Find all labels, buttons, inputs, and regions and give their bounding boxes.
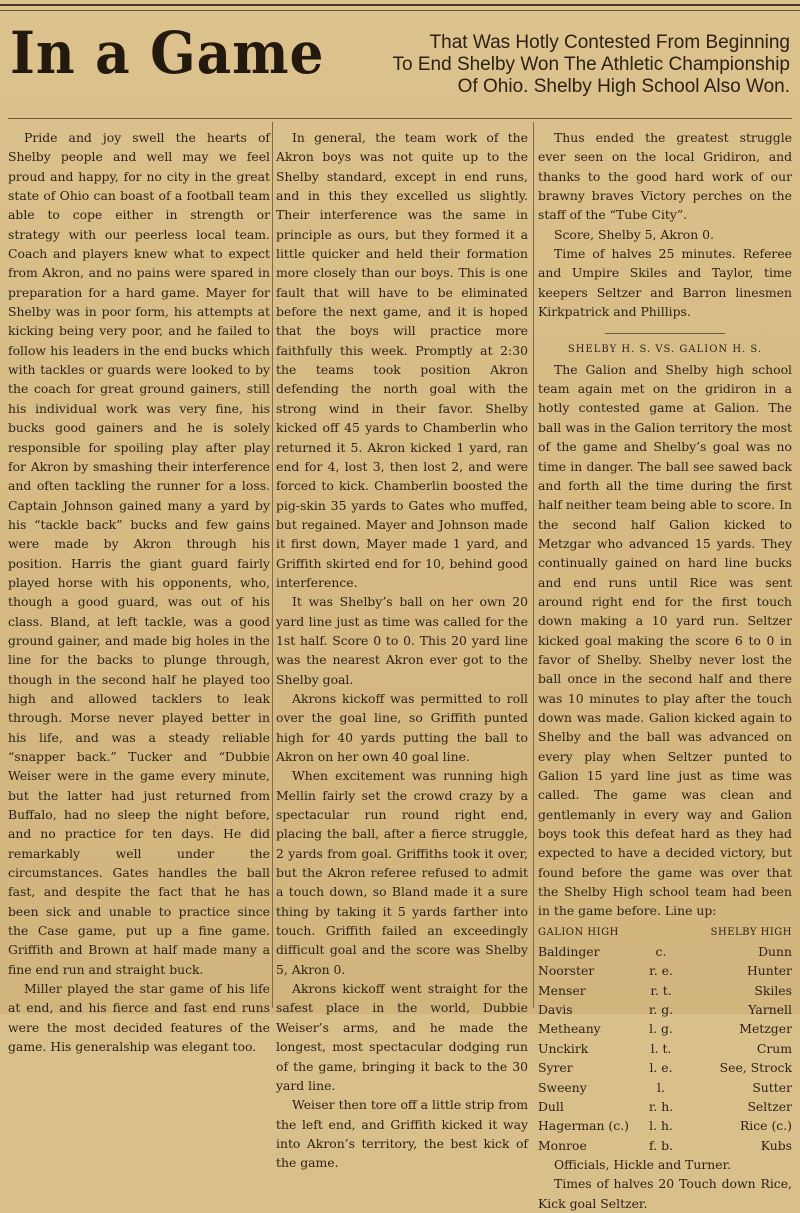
lineup-row xyxy=(538,1019,792,1038)
article-paragraph: When excitement was running high Mellin fairly set the crowd crazy by a spectacular run round right end, placing the ball, after a fierce struggle, 2 yards from goal. Griffiths took it over, but the Akron referee refused to admit a touch down, so Bland made it a sure thing by taking it 5 yards farther into touch. Griffith failed an exceedingly difficult goal and the score was Shelby 5, Akron 0. xyxy=(276,768,528,977)
shelby-player: Rice (c.) xyxy=(739,1118,792,1134)
shelby-player: Kubs xyxy=(760,1137,792,1153)
lineup-row xyxy=(538,1136,792,1155)
position: r. e. xyxy=(649,963,673,979)
lineup-rows xyxy=(538,942,792,1155)
lineup-header xyxy=(538,923,792,942)
deck-line-1: That Was Hotly Contested From Beginning xyxy=(429,32,790,53)
lineup-row xyxy=(538,1058,792,1077)
position: l. xyxy=(657,1079,665,1095)
galion-player: Dull xyxy=(538,1098,564,1114)
shelby-player: Hunter xyxy=(746,963,792,979)
deck-line-3: Of Ohio. Shelby High School Also Won. xyxy=(457,76,790,97)
officials-line: Officials, Hickle and Turner. xyxy=(554,1156,732,1172)
column-2 xyxy=(276,128,528,1173)
shelby-player: Yarnell xyxy=(748,1002,792,1018)
article-paragraph: In general, the team work of the Akron boys was not quite up to the Shelby standard, except in end runs, and in this they excelled us slightly. Their interference was the same in principle as ours, but they formed it a little quicker and held their formation more closely than our boys. This is one fault that will have to be eliminated before the next game, and it is hoped that the boys will practice more faithfully this week. Promptly at 2:30 the teams took position Akron defending the north goal with the strong wind in their favor. Shelby kicked off 45 yards to Chamberlin who returned it 5. Akron kicked 1 yard, ran end for 4, lost 3, then lost 2, and were forced to kick. Chamberlin boosted the pig-skin 35 yards to Gates who muffed, but regained. Mayer and Johnson made it first down, Mayer made 1 yard, and Griffith skirted end for 10, behind good interference. xyxy=(276,130,528,590)
position: c. xyxy=(655,944,667,960)
top-border-rule xyxy=(0,4,800,11)
position: l. h. xyxy=(649,1118,673,1134)
lineup-table xyxy=(538,923,792,1155)
position: f. b. xyxy=(649,1137,673,1153)
column-divider-2 xyxy=(533,122,534,1008)
lineup-row xyxy=(538,1097,792,1116)
article-paragraph: Akrons kickoff was permitted to roll over the goal line, so Griffith punted high for 40 yards putting the ball to Akron on her own 40 goal line. xyxy=(276,690,528,764)
galion-player: Hagerman (c.) xyxy=(538,1118,629,1134)
galion-player: Monroe xyxy=(538,1137,587,1153)
galion-player: Sweeny xyxy=(538,1079,587,1095)
lineup-row xyxy=(538,1116,792,1135)
lineup-row xyxy=(538,942,792,961)
headline-deck xyxy=(280,32,790,98)
shelby-player: Sutter xyxy=(752,1079,792,1095)
article-paragraph: Score, Shelby 5, Akron 0. xyxy=(554,226,714,242)
position: l. e. xyxy=(649,1060,673,1076)
lineup-row xyxy=(538,961,792,980)
closing-line: Times of halves 20 Touch down Rice, Kick goal Seltzer. xyxy=(538,1176,792,1211)
galion-player: Noorster xyxy=(538,963,595,979)
shelby-player: Crum xyxy=(756,1040,792,1056)
galion-player: Syrer xyxy=(538,1060,573,1076)
lineup-row xyxy=(538,1039,792,1058)
lineup-header-shelby: SHELBY HIGH xyxy=(710,926,792,938)
high-school-subhead: SHELBY H. S. VS. GALION H. S. xyxy=(567,344,763,356)
headline-rule xyxy=(8,118,792,119)
galion-player: Davis xyxy=(538,1002,573,1018)
shelby-player: Skiles xyxy=(754,982,792,998)
shelby-player: See, Strock xyxy=(719,1060,792,1076)
column-1 xyxy=(8,128,270,1057)
article-paragraph: It was Shelby’s ball on her own 20 yard line just as time was called for the 1st half. Score 0 to 0. This 20 yard line was the nearest Akron ever got to the Shelby goal. xyxy=(276,594,528,687)
position: l. g. xyxy=(649,1021,673,1037)
article-paragraph: Thus ended the greatest struggle ever seen on the local Gridiron, and thanks to the good hard work of our brawny braves Victory perches on the staff of the “Tube City”. xyxy=(538,130,792,223)
lineup-row xyxy=(538,1000,792,1019)
article-paragraph: Miller played the star game of his life at end, and his fierce and fast end runs were the most decided features of the game. His generalship was elegant too. xyxy=(8,981,270,1055)
position: l. t. xyxy=(650,1040,672,1056)
article-paragraph: Weiser then tore off a little strip from the left end, and Griffith kicked it way into Akron’s territory, the best kick of the game. xyxy=(276,1097,528,1171)
lineup-row xyxy=(538,981,792,1000)
high-school-paragraph: The Galion and Shelby high school team again met on the gridiron in a hotly contested game at Galion. The ball was in the Galion territory the most of the game and Shelby’s goal was no time in danger. The ball see sawed back and forth all the time during the first half neither team being able to score. In the second half Galion kicked to Metzgar who advanced 15 yards. They continually gained on hard line bucks and end runs until Rice was sent around right end for the first touch down making a 10 yard run. Seltzer kicked goal making the score 6 to 0 in favor of Shelby. Shelby never lost the ball once in the second half and there was 10 minutes to play after the touch down was made. Galion kicked again to Shelby and the ball was advanced on every play when Seltzer punted to Galion 15 yard line just as time was called. The game was clean and gentlemanly in every way and Galion boys took this defeat hard as they had expected to have a decided victory, but found before the game was over that the Shelby High school team had been in the game before. Line up: xyxy=(538,361,792,919)
article-paragraph: Time of halves 25 minutes. Referee and Umpire Skiles and Taylor, time keepers Seltzer and Barron linesmen Kirkpatrick and Phillips. xyxy=(538,246,792,320)
position: r. t. xyxy=(650,982,672,998)
deck-line-2: To End Shelby Won The Athletic Championship xyxy=(392,54,790,75)
position: r. g. xyxy=(648,1002,674,1018)
shelby-player: Dunn xyxy=(758,944,792,960)
galion-player: Baldinger xyxy=(538,944,600,960)
section-divider xyxy=(605,333,725,334)
headline-main: In a Game xyxy=(10,19,325,87)
shelby-player: Seltzer xyxy=(747,1098,792,1114)
shelby-player: Metzger xyxy=(739,1021,792,1037)
article-paragraph: Akrons kickoff went straight for the safest place in the world, Dubbie Weiser’s arms, and he made the longest, most spectacular dodging run of the game, bringing it back to the 30 yard line. xyxy=(276,981,528,1093)
article-paragraph: Pride and joy swell the hearts of Shelby people and well may we feel proud and happy, for no city in the great state of Ohio can boast of a football team able to cope either in strength or strategy with our peerless local team. Coach and players knew what to expect from Akron, and no pains were spared in preparation for a hard game. Mayer for Shelby was in poor form, his attempts at kicking being very poor, and he failed to follow his leaders in the end bucks which with tackles or guards were looked to by the coach for great ground gainers, still his individual work was very fine, his bucks good gainers and he is solely responsible for spoiling play after play for Akron by smashing their interference and often tackling the runner for a loss. Captain Johnson gained many a yard by his “tackle back” bucks and few gains were made by Akron through his position. Harris the giant guard fairly played horse with his opponents, who, though a good guard, was out of his class. Bland, at left tackle, was a good ground gainer, and made big holes in the line for the backs to plunge through, though in the second half he played too high and allowed tacklers to leak through. Morse never played better in his life, and was a steady reliable “snapper back.” Tucker and “Dubbie Weiser were in the game every minute, but the latter had just returned from Buffalo, had no sleep the night before, and no practice for ten days. He did remarkably well under the circumstances. Gates handles the ball fast, and despite the fact that he has been sick and unable to practice since the Case game, put up a fine game. Griffith and Brown at half made many a fine end run and straight buck. xyxy=(8,130,270,977)
lineup-header-galion: GALION HIGH xyxy=(538,926,619,938)
lineup-row xyxy=(538,1078,792,1097)
galion-player: Metheany xyxy=(538,1021,601,1037)
column-3 xyxy=(538,128,792,1213)
position: r. h. xyxy=(648,1098,674,1114)
column-divider-1 xyxy=(272,122,273,1008)
galion-player: Menser xyxy=(538,982,586,998)
galion-player: Unckirk xyxy=(538,1040,589,1056)
